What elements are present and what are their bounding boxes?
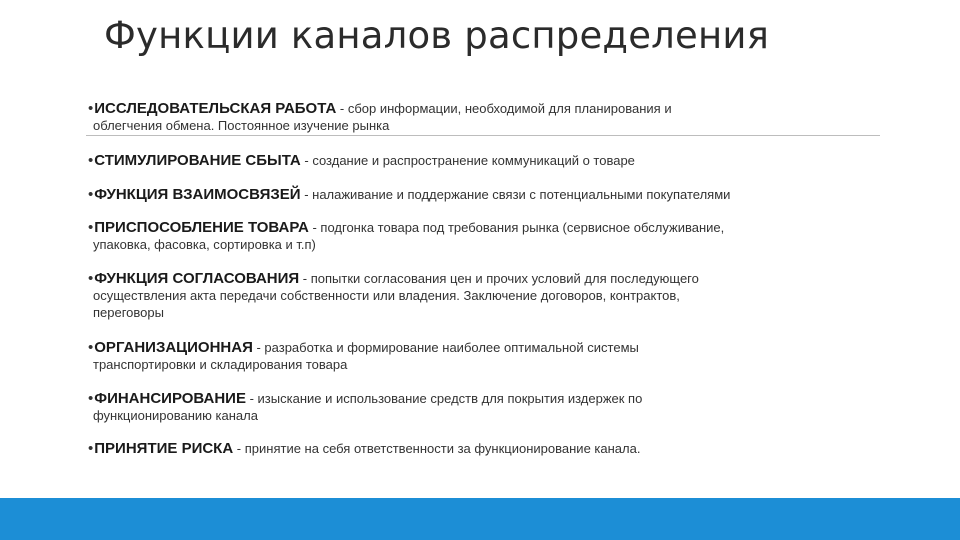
slide-title: Функции каналов распределения [104,14,770,57]
separator: - [245,391,258,406]
separator: - [308,220,321,235]
separator: - [336,101,348,116]
bullet-icon: • [88,152,94,169]
function-term: ФУНКЦИЯ СОГЛАСОВАНИЯ [94,270,300,287]
function-description: подгонка товара под требования рынка (сервисное обслуживание, [320,220,725,235]
function-term: СТИМУЛИРОВАНИЕ СБЫТА [94,152,301,169]
separator: - [300,153,313,168]
list-item-first-line [88,440,888,457]
list-item [88,219,888,253]
list-item [88,186,888,203]
list-item-first-line [88,390,888,407]
function-description-continued: функционированию канала [93,408,258,423]
list-item-first-line [88,339,888,356]
accent-bar [0,498,960,540]
list-item [88,440,888,457]
list-item [88,152,888,169]
bullet-icon: • [88,270,94,287]
function-description-continued: облегчения обмена. Постоянное изучение рынка [93,118,390,133]
bullet-icon: • [88,219,94,236]
function-term: ФУНКЦИЯ ВЗАИМОСВЯЗЕЙ [94,186,301,203]
bullet-icon: • [88,186,94,203]
function-term: ПРИНЯТИЕ РИСКА [94,440,234,457]
function-term: ИССЛЕДОВАТЕЛЬСКАЯ РАБОТА [94,100,337,117]
list-item [88,390,888,424]
function-description-continued: осуществления акта передачи собственности или владения. Заключение договоров, контрактов, [93,288,680,303]
function-description: создание и распространение коммуникаций о товаре [312,153,635,168]
list-item-first-line [88,152,888,169]
separator: - [233,441,245,456]
separator: - [299,271,311,286]
separator: - [252,340,265,355]
separator: - [300,187,313,202]
function-description: налаживание и поддержание связи с потенциальными покупателями [312,187,731,202]
list-item-first-line [88,186,888,203]
list-item-first-line [88,100,888,117]
function-term: ФИНАНСИРОВАНИЕ [94,390,246,407]
function-description: попытки согласования цен и прочих условий для последующего [310,271,699,286]
function-description: изыскание и использование средств для покрытия издержек по [257,391,643,406]
list-item [88,270,888,321]
function-term: ПРИСПОСОБЛЕНИЕ ТОВАРА [94,219,309,236]
divider-line [86,135,880,136]
function-description-continued: транспортировки и складирования товара [93,357,348,372]
function-term: ОРГАНИЗАЦИОННАЯ [94,339,253,356]
list-item [88,100,888,134]
list-item [88,339,888,373]
function-description: разработка и формирование наиболее оптимальной системы [264,340,639,355]
list-item-first-line [88,270,888,287]
function-description: принятие на себя ответственности за функционирование канала. [244,441,641,456]
list-item-first-line [88,219,888,236]
function-description: сбор информации, необходимой для планирования и [347,101,672,116]
bullet-icon: • [88,440,94,457]
function-description-continued: переговоры [93,305,164,320]
bullet-icon: • [88,390,94,407]
bullet-icon: • [88,339,94,356]
bullet-icon: • [88,100,94,117]
function-description-continued: упаковка, фасовка, сортировка и т.п) [93,237,316,252]
